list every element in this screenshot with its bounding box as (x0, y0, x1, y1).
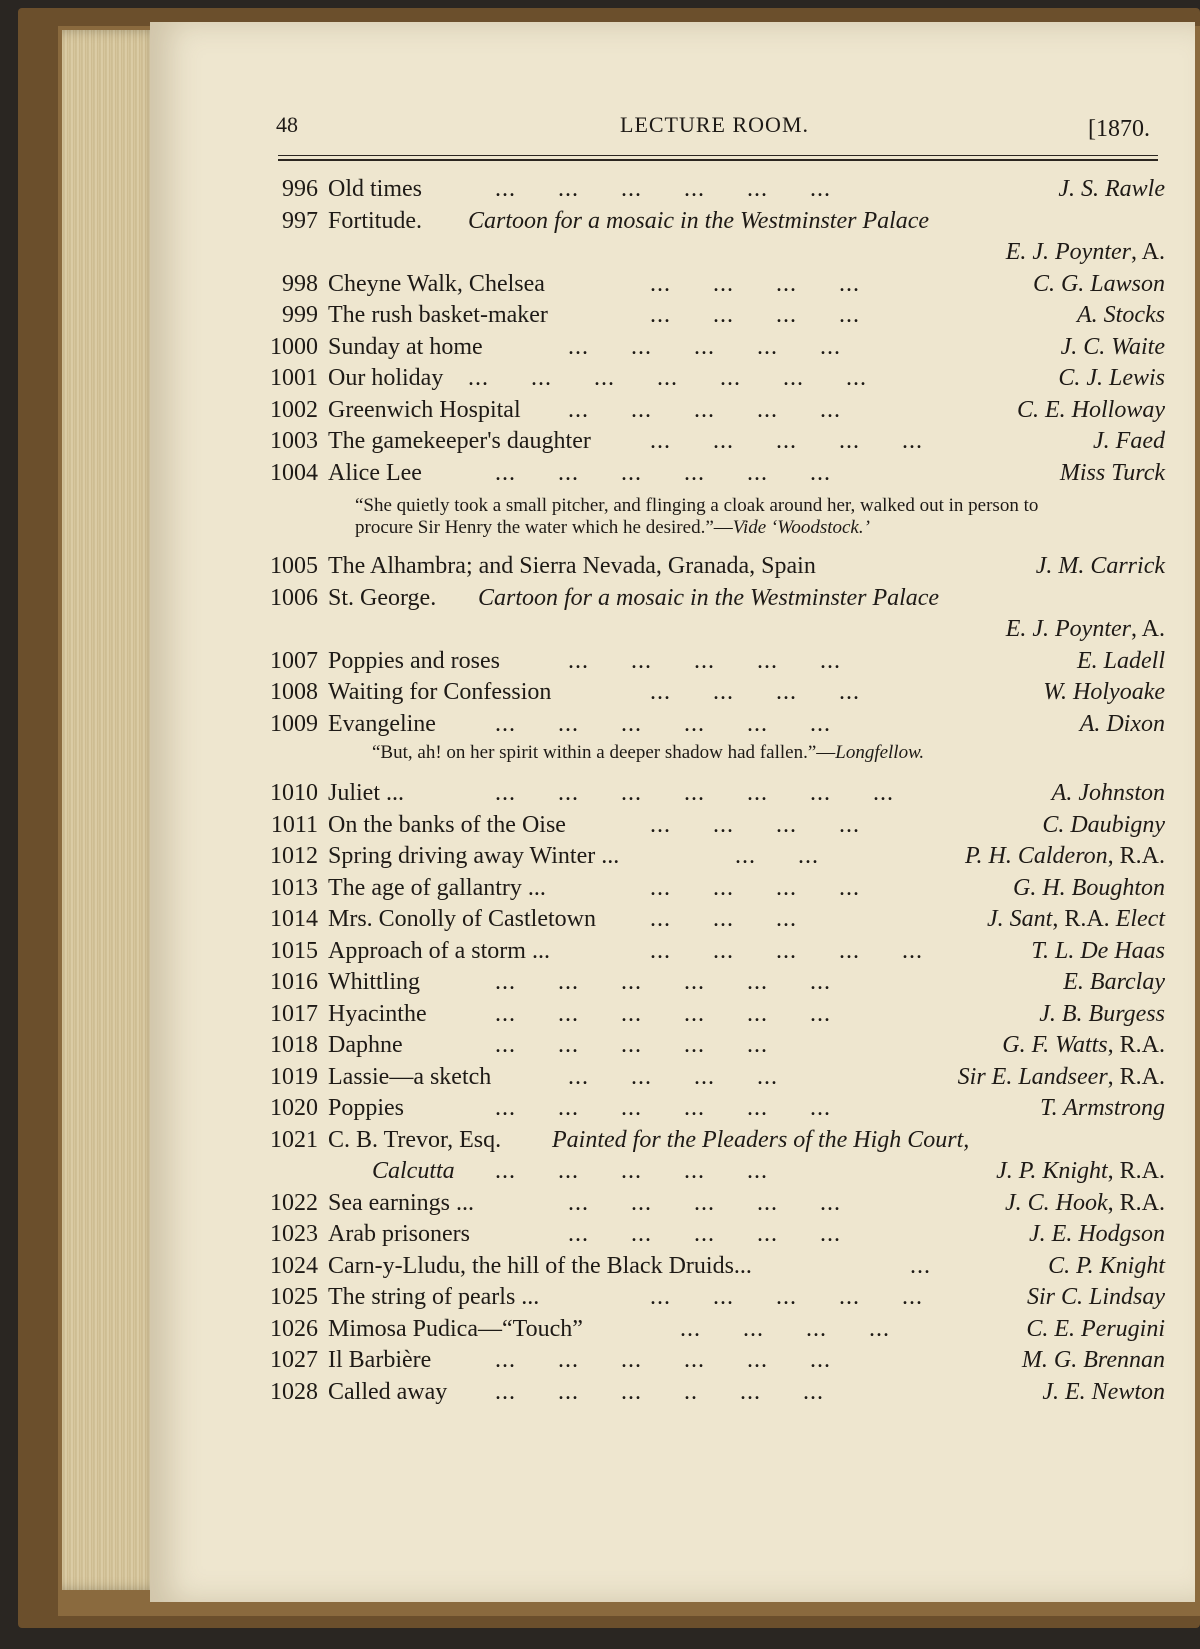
entry-number: 1023 (270, 1221, 318, 1247)
entry-artist: C. J. Lewis (1058, 365, 1165, 391)
entry-number: 999 (282, 302, 318, 328)
catalogue-entry (150, 363, 1195, 395)
entry-artist: J. Sant, R.A. Elect (987, 906, 1165, 932)
entry-title: Mrs. Conolly of Castletown (328, 906, 596, 932)
catalogue-entry (150, 677, 1195, 709)
entry-artist: W. Holyoake (1043, 679, 1165, 705)
entry-number: 1007 (270, 647, 318, 674)
catalogue-entry (150, 1188, 1195, 1220)
entry-number: 1018 (270, 1032, 318, 1058)
leader-dots: ... ... ... ... ... ... (495, 459, 831, 486)
leader-dots: ... ... ... ... ... (568, 647, 841, 674)
entry-artist: Sir E. Landseer, R.A. (957, 1063, 1165, 1090)
catalogue-entry (150, 936, 1195, 968)
catalogue-entry (150, 300, 1195, 332)
entry-title: The string of pearls ... (328, 1284, 540, 1310)
leader-dots: ... ... ... ... ... ... ... (495, 780, 894, 806)
leader-dots: ... ... ... ... (680, 1315, 890, 1342)
entry-artist: A. Stocks (1077, 302, 1165, 328)
entry-artist: E. Barclay (1063, 969, 1165, 995)
entry-title: Arab prisoners (328, 1221, 470, 1247)
quotation-text: “But, ah! on her spirit within a deeper shadow had fallen.”— (372, 742, 836, 763)
entry-artist: E. J. Poynter, A. (1005, 239, 1165, 265)
entry-title: Hyacinthe (328, 1000, 427, 1027)
entry-number: 1000 (270, 333, 318, 360)
header-rule (278, 155, 1158, 156)
catalogue-list (150, 174, 1195, 1408)
catalogue-entry (150, 999, 1195, 1031)
entry-title: Sea earnings ... (328, 1189, 474, 1216)
entry-title: Carn-y-Lludu, the hill of the Black Druids... (328, 1252, 752, 1279)
entry-artist: T. L. De Haas (1031, 937, 1165, 964)
catalogue-entry (150, 206, 1195, 238)
catalogue-entry (150, 269, 1195, 301)
entry-number: 996 (282, 176, 318, 202)
entry-title: Alice Lee (328, 459, 422, 486)
page-edges (62, 30, 162, 1590)
entry-artist: C. E. Perugini (1026, 1315, 1165, 1342)
entry-title: Evangeline (328, 710, 436, 737)
catalogue-entry-artist-line (150, 237, 1195, 269)
entry-number: 998 (282, 270, 318, 297)
entry-artist: Sir C. Lindsay (1026, 1284, 1165, 1310)
page-number: 48 (276, 112, 298, 137)
leader-dots: ... ... (735, 843, 819, 869)
entry-title: Greenwich Hospital (328, 396, 521, 423)
quotation-source: Longfellow. (835, 742, 925, 763)
leader-dots: ... ... ... (650, 906, 797, 932)
book-page (150, 22, 1195, 1602)
entry-quotation (150, 740, 1195, 778)
entry-number: 1004 (270, 459, 318, 486)
entry-artist: J. S. Rawle (1058, 176, 1165, 202)
leader-dots: ... ... ... ... ... (650, 1284, 923, 1310)
entry-artist: A. Dixon (1079, 710, 1165, 737)
entry-title: The Alhambra; and Sierra Nevada, Granada, Spain (328, 553, 816, 579)
leader-dots: ... ... ... ... (650, 302, 860, 328)
catalogue-entry (150, 1282, 1195, 1314)
leader-dots: ... ... ... ... ... (568, 1221, 841, 1247)
entry-title: The age of gallantry ... (328, 874, 546, 901)
entry-number: 1002 (270, 396, 318, 423)
catalogue-entry (150, 1251, 1195, 1283)
entry-subtitle: Cartoon for a mosaic in the Westminster Palace (478, 584, 940, 611)
entry-number: 1027 (270, 1347, 318, 1373)
entry-number: 1022 (270, 1189, 318, 1216)
catalogue-entry (150, 1219, 1195, 1251)
catalogue-entry (150, 332, 1195, 364)
header-rule-thick (278, 159, 1158, 161)
entry-artist: M. G. Brennan (1021, 1347, 1165, 1373)
entry-number: 1025 (270, 1284, 318, 1310)
entry-title: Waiting for Confession (328, 679, 552, 705)
catalogue-entry (150, 646, 1195, 678)
entry-artist: J. C. Waite (1060, 333, 1165, 360)
entry-title: Approach of a storm ... (328, 937, 550, 964)
quotation-source: Vide ‘Woodstock.’ (732, 517, 870, 538)
leader-dots: ... ... ... ... (650, 811, 860, 838)
entry-artist: J. E. Newton (1042, 1378, 1165, 1405)
catalogue-entry (150, 426, 1195, 458)
entry-artist: J. B. Burgess (1039, 1000, 1165, 1027)
entry-number: 1028 (270, 1378, 318, 1405)
leader-dots: ... ... ... ... ... ... (495, 1095, 831, 1121)
entry-artist: C. P. Knight (1048, 1252, 1165, 1279)
leader-dots: ... ... ... ... (650, 270, 860, 297)
entry-artist: P. H. Calderon, R.A. (964, 843, 1165, 869)
entry-number: 1020 (270, 1095, 318, 1121)
catalogue-entry (150, 709, 1195, 741)
entry-artist: J. P. Knight, R.A. (996, 1158, 1165, 1184)
leader-dots: ... ... ... ... ... ... (495, 969, 831, 995)
entry-number: 1014 (270, 906, 318, 932)
entry-title: The rush basket-maker (328, 302, 548, 328)
entry-number: 1005 (270, 553, 318, 579)
entry-number: 1016 (270, 969, 318, 995)
entry-artist: C. E. Holloway (1017, 396, 1165, 423)
entry-subtitle: Cartoon for a mosaic in the Westminster Palace (468, 207, 930, 234)
leader-dots: ... ... ... .. ... ... (495, 1378, 824, 1405)
entry-title: Mimosa Pudica—“Touch” (328, 1315, 583, 1342)
catalogue-entry (150, 551, 1195, 583)
catalogue-entry (150, 1030, 1195, 1062)
catalogue-entry (150, 904, 1195, 936)
entry-artist: Miss Turck (1059, 459, 1165, 486)
entry-title: Poppies (328, 1095, 405, 1121)
catalogue-entry (150, 174, 1195, 206)
entry-artist: J. M. Carrick (1035, 553, 1165, 579)
catalogue-entry (150, 1062, 1195, 1094)
leader-dots: ... ... ... ... (568, 1063, 778, 1090)
catalogue-entry (150, 1093, 1195, 1125)
entry-artist: J. C. Hook, R.A. (1005, 1189, 1165, 1216)
entry-title: Whittling (328, 969, 420, 995)
entry-artist: G. F. Watts, R.A. (1002, 1032, 1165, 1058)
entry-title: Sunday at home (328, 333, 483, 360)
entry-artist: C. Daubigny (1042, 811, 1165, 838)
entry-title: Lassie—a sketch (328, 1063, 492, 1090)
leader-dots: ... ... ... ... ... ... (495, 710, 831, 737)
quotation-text: “She quietly took a small pitcher, and flinging a cloak around her, walked out in person to procure Sir Henry the water which he desired.”— (355, 495, 1039, 538)
catalogue-entry (150, 1377, 1195, 1409)
entry-quotation (150, 489, 1195, 551)
leader-dots: ... ... ... ... ... (568, 1189, 841, 1216)
entry-title: Cheyne Walk, Chelsea (328, 270, 545, 297)
leader-dots: ... ... ... ... ... (568, 333, 841, 360)
entry-title: Daphne (328, 1032, 403, 1058)
catalogue-entry (150, 395, 1195, 427)
entry-title: Called away (328, 1378, 448, 1405)
leader-dots: ... (910, 1252, 931, 1279)
entry-title: On the banks of the Oise (328, 811, 566, 838)
entry-number: 997 (282, 207, 318, 234)
catalogue-entry (150, 841, 1195, 873)
entry-title: Il Barbière (328, 1347, 432, 1373)
running-title: LECTURE ROOM. (620, 112, 809, 137)
leader-dots: ... ... ... ... ... ... (495, 1000, 831, 1027)
entry-artist: E. J. Poynter, A. (1005, 616, 1165, 642)
entry-number: 1019 (270, 1063, 318, 1090)
catalogue-entry (150, 967, 1195, 999)
entry-number: 1024 (270, 1252, 318, 1279)
catalogue-entry (150, 1345, 1195, 1377)
entry-title: St. George. (328, 584, 437, 611)
entry-title: Our holiday (328, 365, 444, 391)
catalogue-entry-artist-line (150, 614, 1195, 646)
entry-title: Old times (328, 176, 422, 202)
entry-artist: C. G. Lawson (1032, 270, 1165, 297)
entry-number: 1006 (270, 584, 318, 611)
leader-dots: ... ... ... ... ... (495, 1158, 768, 1184)
page-header (150, 112, 1170, 152)
catalogue-entry (150, 1314, 1195, 1346)
entry-number: 1001 (270, 365, 318, 391)
catalogue-entry (150, 583, 1195, 615)
leader-dots: ... ... ... ... ... ... ... (468, 365, 867, 391)
catalogue-entry-continuation (150, 1156, 1195, 1188)
catalogue-entry (150, 810, 1195, 842)
entry-number: 1021 (270, 1126, 318, 1153)
entry-number: 1008 (270, 679, 318, 705)
entry-artist: A. Johnston (1051, 780, 1165, 806)
entry-number: 1015 (270, 937, 318, 964)
entry-title: Poppies and roses (328, 647, 500, 674)
entry-title: Juliet ... (328, 780, 404, 806)
leader-dots: ... ... ... ... ... ... (495, 1347, 831, 1373)
leader-dots: ... ... ... ... ... (568, 396, 841, 423)
catalogue-entry (150, 1125, 1195, 1157)
entry-number: 1017 (270, 1000, 318, 1027)
catalogue-entry (150, 778, 1195, 810)
leader-dots: ... ... ... ... ... (495, 1032, 768, 1058)
entry-title: C. B. Trevor, Esq. (328, 1126, 502, 1153)
entry-number: 1013 (270, 874, 318, 901)
entry-number: 1026 (270, 1315, 318, 1342)
entry-title: The gamekeeper's daughter (328, 428, 591, 454)
leader-dots: ... ... ... ... ... (650, 937, 923, 964)
entry-artist: G. H. Boughton (1013, 874, 1165, 901)
catalogue-entry (150, 873, 1195, 905)
entry-number: 1010 (270, 780, 318, 806)
entry-number: 1011 (270, 811, 318, 838)
entry-number: 1003 (270, 428, 318, 454)
leader-dots: ... ... ... ... ... ... (495, 176, 831, 202)
entry-title-continuation: Calcutta (372, 1158, 455, 1184)
leader-dots: ... ... ... ... (650, 679, 860, 705)
entry-title: Fortitude. (328, 207, 422, 234)
header-year: [1870. (1088, 116, 1150, 142)
catalogue-entry (150, 458, 1195, 490)
entry-subtitle: Painted for the Pleaders of the High Court, (552, 1126, 970, 1153)
entry-number: 1009 (270, 710, 318, 737)
entry-artist: T. Armstrong (1040, 1095, 1165, 1121)
entry-number: 1012 (270, 843, 318, 869)
entry-title: Spring driving away Winter ... (328, 843, 620, 869)
entry-artist: J. Faed (1093, 428, 1165, 454)
leader-dots: ... ... ... ... ... (650, 428, 923, 454)
entry-artist: E. Ladell (1077, 647, 1165, 674)
leader-dots: ... ... ... ... (650, 874, 860, 901)
entry-artist: J. E. Hodgson (1029, 1221, 1165, 1247)
